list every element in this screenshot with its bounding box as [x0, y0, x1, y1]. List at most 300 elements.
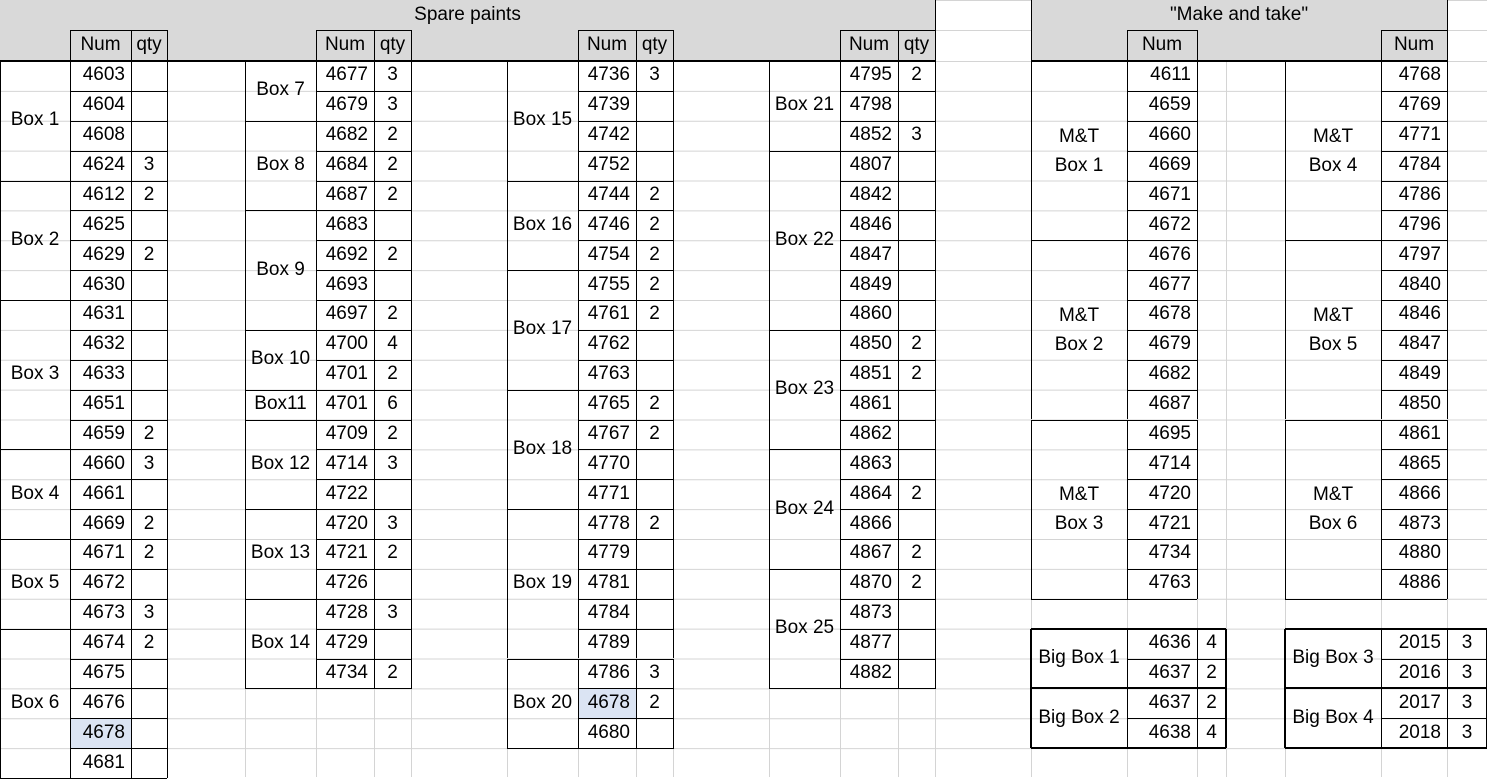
- box-label[interactable]: Box 17: [512, 318, 573, 340]
- paint-qty-cell[interactable]: 2: [911, 482, 922, 504]
- paint-qty-cell[interactable]: 2: [387, 243, 398, 265]
- paint-qty-cell[interactable]: [374, 629, 411, 659]
- paint-qty-cell[interactable]: [131, 61, 167, 91]
- paint-qty-cell[interactable]: 2: [387, 661, 398, 683]
- box-label[interactable]: Box 9: [256, 258, 305, 280]
- paint-qty-cell[interactable]: [374, 479, 411, 509]
- paint-qty-cell[interactable]: 2: [387, 422, 398, 444]
- paint-num-cell[interactable]: 4678: [70, 718, 131, 748]
- qty-column-header[interactable]: qty: [379, 34, 406, 56]
- num-column-header[interactable]: Num: [324, 34, 366, 56]
- paint-qty-cell[interactable]: [131, 390, 167, 420]
- paint-num-cell[interactable]: 4714: [325, 452, 368, 474]
- row-border: [578, 420, 673, 421]
- row-border: [1127, 569, 1197, 570]
- paint-num-cell[interactable]: 4763: [587, 363, 630, 385]
- num-column-header[interactable]: Num: [848, 34, 890, 56]
- big-paint-qty-cell[interactable]: 3: [1461, 691, 1473, 713]
- paint-num-cell[interactable]: 4700: [325, 333, 368, 355]
- mt-paint-num-cell[interactable]: 4771: [1398, 124, 1441, 146]
- big-box-label[interactable]: Big Box 4: [1292, 706, 1374, 728]
- mt-paint-num-cell[interactable]: 4840: [1398, 273, 1441, 295]
- header-border: [70, 30, 167, 31]
- big-paint-num-cell[interactable]: 2018: [1398, 721, 1441, 743]
- mt-paint-num-cell[interactable]: 4880: [1398, 542, 1441, 564]
- mt-paint-num-cell[interactable]: 4695: [1148, 422, 1191, 444]
- paint-qty-cell[interactable]: 2: [911, 64, 922, 86]
- paint-num-cell[interactable]: 4755: [587, 273, 630, 295]
- paint-num-cell[interactable]: 4863: [849, 452, 892, 474]
- paint-num-cell[interactable]: 4661: [82, 482, 125, 504]
- row-border: [1127, 121, 1197, 122]
- box-border: [1127, 61, 1128, 240]
- paint-qty-cell[interactable]: [636, 449, 673, 479]
- big-paint-num-cell[interactable]: 4636: [1148, 632, 1191, 654]
- paint-qty-cell[interactable]: [898, 659, 935, 689]
- paint-qty-cell[interactable]: [131, 479, 167, 509]
- paint-num-cell[interactable]: 4660: [82, 452, 125, 474]
- paint-num-cell[interactable]: 4851: [849, 363, 892, 385]
- mt-box-label[interactable]: [1285, 61, 1381, 240]
- paint-num-cell[interactable]: 4873: [849, 602, 892, 624]
- paint-qty-cell[interactable]: 2: [387, 154, 398, 176]
- paint-qty-cell[interactable]: [898, 599, 935, 629]
- paint-qty-cell[interactable]: 6: [387, 393, 398, 415]
- mt-paint-num-cell[interactable]: 4846: [1398, 303, 1441, 325]
- paint-qty-cell[interactable]: 2: [911, 542, 922, 564]
- paint-num-cell[interactable]: 4701: [325, 393, 368, 415]
- box-label[interactable]: Box 14: [250, 632, 311, 654]
- paint-num-cell[interactable]: 4860: [849, 303, 892, 325]
- mt-paint-num-cell[interactable]: 4687: [1148, 393, 1191, 415]
- paint-num-cell[interactable]: 4754: [587, 243, 630, 265]
- paint-num-cell[interactable]: 4722: [325, 482, 368, 504]
- big-paint-num-cell[interactable]: 2016: [1398, 661, 1441, 683]
- paint-num-cell[interactable]: 4671: [82, 542, 125, 564]
- paint-qty-cell[interactable]: [898, 629, 935, 659]
- paint-num-cell[interactable]: 4746: [587, 213, 630, 235]
- paint-qty-cell[interactable]: [898, 390, 935, 420]
- mt-paint-num-cell[interactable]: 4677: [1148, 273, 1191, 295]
- big-paint-num-cell[interactable]: 2017: [1398, 691, 1441, 713]
- paint-num-cell[interactable]: 4678: [578, 688, 636, 718]
- big-paint-qty-cell[interactable]: 4: [1206, 632, 1217, 654]
- paint-num-cell[interactable]: 4679: [325, 94, 368, 116]
- paint-qty-cell[interactable]: [898, 181, 935, 211]
- paint-qty-cell[interactable]: [636, 539, 673, 569]
- paint-qty-cell[interactable]: 3: [143, 602, 155, 624]
- row-border: [1381, 449, 1447, 450]
- paint-qty-cell[interactable]: 2: [649, 183, 660, 205]
- paint-num-cell[interactable]: 4673: [82, 602, 125, 624]
- mt-paint-num-cell[interactable]: 4676: [1148, 243, 1191, 265]
- paint-qty-cell[interactable]: 3: [143, 452, 155, 474]
- mt-box-label[interactable]: [1285, 240, 1381, 419]
- box-border: [673, 61, 674, 181]
- paint-qty-cell[interactable]: 2: [387, 542, 398, 564]
- title-border: [1447, 0, 1448, 61]
- mt-num-column-header[interactable]: Num: [1393, 34, 1435, 56]
- box-label[interactable]: Box 10: [250, 348, 311, 370]
- mt-paint-num-cell[interactable]: 4769: [1398, 94, 1441, 116]
- paint-qty-cell[interactable]: 2: [143, 183, 155, 205]
- mt-paint-num-cell[interactable]: 4671: [1148, 183, 1191, 205]
- mt-paint-num-cell[interactable]: 4866: [1398, 482, 1441, 504]
- box-label[interactable]: Box 2: [10, 228, 60, 250]
- paint-num-cell[interactable]: 4770: [587, 452, 630, 474]
- paint-qty-cell[interactable]: [636, 121, 673, 151]
- big-paint-num-cell[interactable]: 4637: [1148, 661, 1191, 683]
- paint-num-cell[interactable]: 4849: [849, 273, 892, 295]
- paint-num-cell[interactable]: 4761: [587, 303, 630, 325]
- paint-qty-cell[interactable]: 2: [143, 243, 155, 265]
- paint-qty-cell[interactable]: [636, 629, 673, 659]
- paint-num-cell[interactable]: 4684: [325, 154, 368, 176]
- paint-qty-cell[interactable]: 2: [649, 303, 660, 325]
- paint-qty-cell[interactable]: 2: [649, 243, 660, 265]
- mt-paint-num-cell[interactable]: 4672: [1148, 213, 1191, 235]
- qty-column-header[interactable]: qty: [903, 34, 930, 56]
- paint-qty-cell[interactable]: 3: [911, 124, 922, 146]
- box-label[interactable]: Box 23: [774, 378, 835, 400]
- paint-qty-cell[interactable]: 2: [649, 273, 660, 295]
- paint-num-cell[interactable]: 4612: [82, 183, 125, 205]
- paint-num-cell[interactable]: 4604: [82, 94, 125, 116]
- paint-num-cell[interactable]: 4697: [325, 303, 368, 325]
- paint-qty-cell[interactable]: 2: [649, 213, 660, 235]
- paint-num-cell[interactable]: 4861: [849, 393, 892, 415]
- paint-qty-cell[interactable]: [131, 748, 167, 778]
- paint-qty-cell[interactable]: 3: [649, 64, 660, 86]
- box-border: [935, 330, 936, 450]
- paint-num-cell[interactable]: 4736: [587, 64, 630, 86]
- box-border: [1031, 420, 1032, 599]
- paint-num-cell[interactable]: 4625: [82, 213, 125, 235]
- paint-qty-cell[interactable]: 3: [649, 661, 660, 683]
- mt-box-label[interactable]: [1031, 240, 1127, 419]
- paint-num-cell[interactable]: 4669: [82, 512, 125, 534]
- paint-num-cell[interactable]: 4726: [325, 572, 368, 594]
- paint-num-cell[interactable]: 4721: [325, 542, 368, 564]
- paint-num-cell[interactable]: 4630: [82, 273, 125, 295]
- paint-qty-cell[interactable]: 3: [387, 64, 398, 86]
- paint-qty-cell[interactable]: [636, 91, 673, 121]
- paint-num-cell[interactable]: 4683: [325, 213, 368, 235]
- paint-num-cell[interactable]: 4632: [82, 333, 125, 355]
- mt-paint-num-cell[interactable]: 4797: [1398, 243, 1441, 265]
- mt-num-column-header[interactable]: Num: [1141, 34, 1183, 56]
- paint-num-cell[interactable]: 4675: [82, 661, 125, 683]
- big-paint-qty-cell[interactable]: 2: [1206, 661, 1217, 683]
- mt-paint-num-cell[interactable]: 4873: [1398, 512, 1441, 534]
- big-paint-qty-cell[interactable]: 3: [1461, 661, 1473, 683]
- box-label[interactable]: Box 4: [10, 482, 60, 504]
- qty-column-header[interactable]: qty: [136, 34, 162, 56]
- paint-qty-cell[interactable]: [131, 270, 167, 300]
- paint-num-cell[interactable]: 4677: [325, 64, 368, 86]
- paint-qty-cell[interactable]: 3: [387, 512, 398, 534]
- box-label[interactable]: Box 15: [512, 109, 573, 131]
- paint-qty-cell[interactable]: [131, 659, 167, 689]
- box-label[interactable]: Box 16: [512, 213, 573, 235]
- box-label[interactable]: Box 1: [10, 109, 60, 131]
- box-label[interactable]: Box11: [254, 393, 307, 415]
- paint-qty-cell[interactable]: 2: [387, 303, 398, 325]
- paint-qty-cell[interactable]: 2: [387, 124, 398, 146]
- paint-num-cell[interactable]: 4847: [849, 243, 892, 265]
- paint-qty-cell[interactable]: [131, 91, 167, 121]
- big-box-label[interactable]: Big Box 3: [1292, 647, 1374, 669]
- mt-paint-num-cell[interactable]: 4659: [1148, 94, 1191, 116]
- paint-num-cell[interactable]: 4795: [849, 64, 892, 86]
- paint-num-cell[interactable]: 4852: [849, 124, 892, 146]
- big-paint-qty-cell[interactable]: 4: [1206, 721, 1217, 743]
- paint-num-cell[interactable]: 4789: [587, 632, 630, 654]
- mt-paint-num-cell[interactable]: 4850: [1398, 393, 1441, 415]
- box-label[interactable]: Box 20: [512, 691, 573, 713]
- paint-num-cell[interactable]: 4682: [325, 124, 368, 146]
- mt-paint-num-cell[interactable]: 4669: [1148, 154, 1191, 176]
- box-label[interactable]: Box 7: [256, 79, 305, 101]
- title-border: [935, 0, 936, 61]
- paint-num-cell[interactable]: 4631: [82, 303, 125, 325]
- paint-num-cell[interactable]: 4765: [587, 393, 630, 415]
- paint-num-cell[interactable]: 4728: [325, 602, 368, 624]
- paint-num-cell[interactable]: 4767: [587, 422, 630, 444]
- paint-qty-cell[interactable]: 2: [911, 572, 922, 594]
- paint-qty-cell[interactable]: [898, 449, 935, 479]
- paint-num-cell[interactable]: 4744: [587, 183, 630, 205]
- paint-num-cell[interactable]: 4864: [849, 482, 892, 504]
- paint-num-cell[interactable]: 4798: [849, 94, 892, 116]
- paint-qty-cell[interactable]: 3: [387, 452, 398, 474]
- row-border: [70, 718, 167, 719]
- paint-qty-cell[interactable]: [374, 569, 411, 599]
- paint-num-cell[interactable]: 4687: [325, 183, 368, 205]
- paint-qty-cell[interactable]: 2: [387, 363, 398, 385]
- box-border: [769, 449, 935, 450]
- paint-qty-cell[interactable]: [131, 718, 167, 748]
- mt-paint-num-cell[interactable]: 4847: [1398, 333, 1441, 355]
- num-column-header[interactable]: Num: [586, 34, 628, 56]
- paint-num-cell[interactable]: 4608: [82, 124, 125, 146]
- paint-qty-cell[interactable]: [131, 121, 167, 151]
- mt-box-label[interactable]: [1285, 420, 1381, 599]
- paint-qty-cell[interactable]: [898, 151, 935, 181]
- box-label[interactable]: Box 22: [774, 228, 835, 250]
- paint-qty-cell[interactable]: [131, 210, 167, 240]
- paint-num-cell[interactable]: 4882: [849, 661, 892, 683]
- big-paint-num-cell[interactable]: 4637: [1148, 691, 1191, 713]
- mt-paint-num-cell[interactable]: 4796: [1398, 213, 1441, 235]
- paint-num-cell[interactable]: 4672: [82, 572, 125, 594]
- paint-qty-cell[interactable]: [636, 599, 673, 629]
- box-label[interactable]: Box 19: [512, 572, 573, 594]
- paint-num-cell[interactable]: 4862: [849, 422, 892, 444]
- num-column-header[interactable]: Num: [80, 34, 121, 56]
- box-label[interactable]: Box 25: [774, 617, 835, 639]
- paint-num-cell[interactable]: 4784: [587, 602, 630, 624]
- paint-qty-cell[interactable]: [898, 270, 935, 300]
- paint-num-cell[interactable]: 4603: [82, 64, 125, 86]
- paint-num-cell[interactable]: 4867: [849, 542, 892, 564]
- mt-paint-num-cell[interactable]: 4784: [1398, 154, 1441, 176]
- mt-paint-num-cell[interactable]: 4678: [1148, 303, 1191, 325]
- paint-qty-cell[interactable]: [898, 91, 935, 121]
- mt-paint-num-cell[interactable]: 4660: [1148, 124, 1191, 146]
- paint-qty-cell[interactable]: [636, 330, 673, 360]
- paint-qty-cell[interactable]: [636, 718, 673, 748]
- paint-num-cell[interactable]: 4752: [587, 154, 630, 176]
- box-label[interactable]: Box 6: [10, 691, 60, 713]
- box-label[interactable]: Box 3: [10, 363, 60, 385]
- header-border: [131, 30, 132, 61]
- big-paint-num-cell[interactable]: 2015: [1398, 632, 1441, 654]
- paint-qty-cell[interactable]: 2: [649, 512, 660, 534]
- mt-paint-num-cell[interactable]: 4865: [1398, 452, 1441, 474]
- paint-qty-cell[interactable]: 2: [911, 333, 922, 355]
- mt-paint-num-cell[interactable]: 4886: [1398, 572, 1441, 594]
- paint-qty-cell[interactable]: [374, 270, 411, 300]
- mt-paint-num-cell[interactable]: 4682: [1148, 363, 1191, 385]
- mt-paint-num-cell[interactable]: 4849: [1398, 363, 1441, 385]
- box-border: [1197, 688, 1198, 748]
- paint-qty-cell[interactable]: 2: [143, 632, 155, 654]
- paint-num-cell[interactable]: 4680: [587, 721, 630, 743]
- qty-column-header[interactable]: qty: [641, 34, 668, 56]
- paint-qty-cell[interactable]: 2: [649, 393, 660, 415]
- paint-qty-cell[interactable]: 2: [649, 691, 660, 713]
- paint-num-cell[interactable]: 4734: [325, 661, 368, 683]
- box-label[interactable]: Box 8: [256, 154, 305, 176]
- paint-num-cell[interactable]: 4681: [82, 751, 125, 773]
- paint-qty-cell[interactable]: 4: [387, 333, 398, 355]
- mt-box-label[interactable]: [1031, 420, 1127, 599]
- paint-qty-cell[interactable]: [131, 360, 167, 390]
- mt-paint-num-cell[interactable]: 4714: [1148, 452, 1191, 474]
- mt-paint-num-cell[interactable]: 4734: [1148, 542, 1191, 564]
- paint-num-cell[interactable]: 4742: [587, 124, 630, 146]
- paint-qty-cell[interactable]: [898, 240, 935, 270]
- box-border: [245, 420, 246, 510]
- box-border: [245, 390, 411, 391]
- big-paint-num-cell[interactable]: 4638: [1148, 721, 1191, 743]
- mt-paint-num-cell[interactable]: 4786: [1398, 183, 1441, 205]
- paint-num-cell[interactable]: 4846: [849, 213, 892, 235]
- box-label[interactable]: Box 24: [774, 497, 835, 519]
- paint-num-cell[interactable]: 4739: [587, 94, 630, 116]
- paint-qty-cell[interactable]: [636, 360, 673, 390]
- box-label[interactable]: Box 13: [250, 542, 311, 564]
- mt-box-label[interactable]: [1031, 61, 1127, 240]
- box-border: [507, 61, 673, 62]
- paint-qty-cell[interactable]: [636, 569, 673, 599]
- paint-num-cell[interactable]: 4659: [82, 422, 125, 444]
- paint-qty-cell[interactable]: 2: [143, 512, 155, 534]
- big-box-label[interactable]: Big Box 2: [1038, 706, 1120, 728]
- paint-qty-cell[interactable]: [636, 151, 673, 181]
- box-border: [898, 569, 899, 689]
- paint-num-cell[interactable]: 4786: [587, 661, 630, 683]
- big-box-label[interactable]: Big Box 1: [1038, 647, 1120, 669]
- mt-paint-num-cell[interactable]: 4611: [1150, 64, 1191, 86]
- paint-num-cell[interactable]: 4807: [849, 154, 892, 176]
- paint-num-cell[interactable]: 4629: [82, 243, 125, 265]
- paint-qty-cell[interactable]: 2: [911, 363, 922, 385]
- paint-num-cell[interactable]: 4633: [82, 363, 125, 385]
- paint-num-cell[interactable]: 4842: [849, 183, 892, 205]
- paint-num-cell[interactable]: 4674: [82, 632, 125, 654]
- paint-qty-cell[interactable]: [131, 330, 167, 360]
- paint-num-cell[interactable]: 4651: [82, 393, 125, 415]
- paint-qty-cell[interactable]: 3: [387, 94, 398, 116]
- paint-qty-cell[interactable]: 2: [143, 422, 155, 444]
- paint-qty-cell[interactable]: 2: [143, 542, 155, 564]
- paint-num-cell[interactable]: 4624: [82, 154, 125, 176]
- mt-paint-num-cell[interactable]: 4720: [1148, 482, 1191, 504]
- paint-num-cell[interactable]: 4729: [325, 632, 368, 654]
- paint-num-cell[interactable]: 4676: [82, 691, 125, 713]
- paint-qty-cell[interactable]: [898, 509, 935, 539]
- paint-num-cell[interactable]: 4709: [325, 422, 368, 444]
- paint-num-cell[interactable]: 4877: [849, 632, 892, 654]
- paint-num-cell[interactable]: 4701: [325, 363, 368, 385]
- paint-qty-cell[interactable]: [898, 210, 935, 240]
- paint-qty-cell[interactable]: 3: [387, 602, 398, 624]
- paint-qty-cell[interactable]: [898, 420, 935, 450]
- box-label[interactable]: Box 5: [10, 572, 60, 594]
- mt-paint-num-cell[interactable]: 4679: [1148, 333, 1191, 355]
- paint-num-cell[interactable]: 4779: [587, 542, 630, 564]
- big-paint-qty-cell[interactable]: 3: [1461, 721, 1473, 743]
- header-border: [316, 30, 317, 61]
- paint-qty-cell[interactable]: [374, 210, 411, 240]
- mt-paint-num-cell[interactable]: 4768: [1398, 64, 1441, 86]
- paint-num-cell[interactable]: 4778: [587, 512, 630, 534]
- paint-num-cell[interactable]: 4870: [849, 572, 892, 594]
- box-label[interactable]: Box 21: [774, 94, 835, 116]
- paint-num-cell[interactable]: 4866: [849, 512, 892, 534]
- paint-num-cell[interactable]: 4762: [587, 333, 630, 355]
- paint-qty-cell[interactable]: [131, 569, 167, 599]
- mt-paint-num-cell[interactable]: 4721: [1148, 512, 1191, 534]
- paint-qty-cell[interactable]: [131, 688, 167, 718]
- box-label[interactable]: Box 12: [250, 452, 311, 474]
- paint-qty-cell[interactable]: [898, 300, 935, 330]
- paint-qty-cell[interactable]: 2: [649, 422, 660, 444]
- mt-paint-num-cell[interactable]: 4861: [1398, 422, 1441, 444]
- paint-num-cell[interactable]: 4693: [325, 273, 368, 295]
- box-label[interactable]: Box 18: [512, 437, 573, 459]
- box-border: [411, 599, 412, 689]
- box-border: [70, 61, 71, 181]
- row-border: [316, 629, 411, 630]
- big-paint-qty-cell[interactable]: 3: [1461, 632, 1473, 654]
- paint-num-cell[interactable]: 4850: [849, 333, 892, 355]
- box-border: [411, 121, 412, 211]
- paint-qty-cell[interactable]: 3: [143, 154, 155, 176]
- paint-num-cell[interactable]: 4692: [325, 243, 368, 265]
- paint-qty-cell[interactable]: [636, 479, 673, 509]
- paint-num-cell[interactable]: 4720: [325, 512, 368, 534]
- paint-qty-cell[interactable]: [131, 300, 167, 330]
- paint-num-cell[interactable]: 4781: [587, 572, 630, 594]
- row-border: [840, 539, 935, 540]
- mt-paint-num-cell[interactable]: 4763: [1148, 572, 1191, 594]
- paint-num-cell[interactable]: 4771: [587, 482, 630, 504]
- big-paint-qty-cell[interactable]: 2: [1206, 691, 1217, 713]
- paint-qty-cell[interactable]: 2: [387, 183, 398, 205]
